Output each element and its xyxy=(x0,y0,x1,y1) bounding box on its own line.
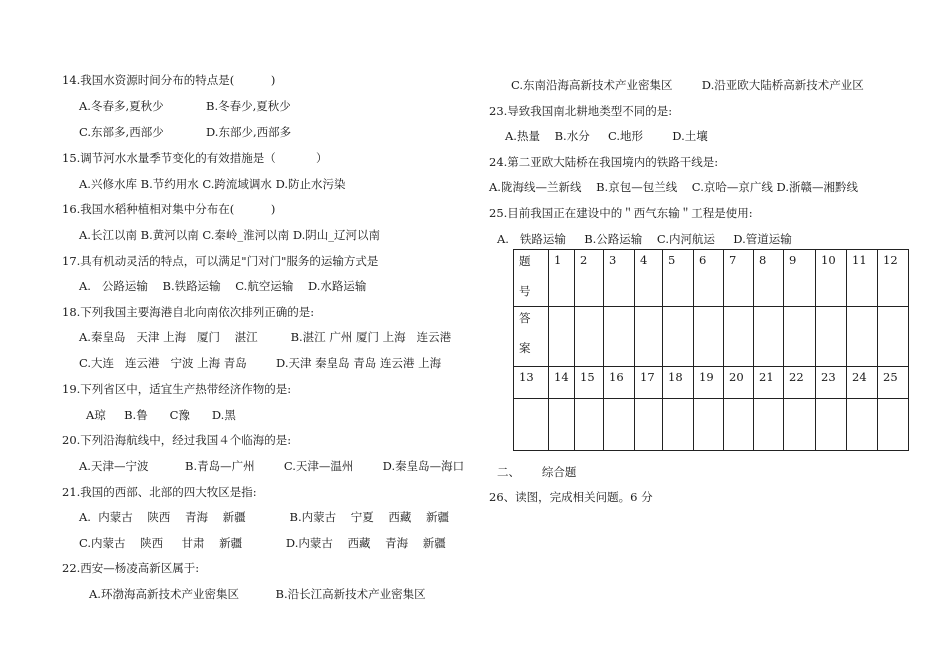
answer-cell xyxy=(514,307,549,367)
cell-text: 20 xyxy=(729,370,744,384)
table-cell xyxy=(604,367,635,399)
cell-text xyxy=(724,307,753,310)
answer-cell[interactable] xyxy=(816,307,847,367)
question-line: 18.下列我国主要海港自北向南依次排列正确的是: xyxy=(62,305,315,319)
table-cell xyxy=(575,367,604,399)
table-cell xyxy=(784,367,816,399)
cell-text xyxy=(694,307,723,310)
question-line: A.长江以南 B.黄河以南 C.秦岭_淮河以南 D.阴山_辽河以南 xyxy=(79,228,381,242)
answer-cell[interactable] xyxy=(754,307,784,367)
cell-text: 题 号 xyxy=(519,254,531,298)
table-cell xyxy=(604,250,635,307)
cell-text: 4 xyxy=(640,253,648,267)
section-line: 26、读图，完成相关问题。6 分 xyxy=(489,490,653,504)
table-cell xyxy=(724,250,754,307)
cell-text xyxy=(784,399,815,402)
answer-cell[interactable] xyxy=(663,399,694,451)
answer-cell[interactable] xyxy=(694,307,724,367)
table-row xyxy=(514,399,909,451)
cell-text xyxy=(604,307,634,310)
cell-text xyxy=(575,307,603,310)
cell-text: 23 xyxy=(821,370,836,384)
cell-text xyxy=(575,399,603,402)
question-line: 14.我国水资源时间分布的特点是( ) xyxy=(62,73,276,87)
table-cell xyxy=(549,250,575,307)
cell-text: 16 xyxy=(609,370,624,384)
question-line: 20.下列沿海航线中，经过我国４个临海的是: xyxy=(62,433,292,447)
cell-text xyxy=(784,307,815,310)
table-cell xyxy=(694,367,724,399)
cell-text: 9 xyxy=(789,253,797,267)
cell-text: 3 xyxy=(609,253,617,267)
answer-cell[interactable] xyxy=(724,399,754,451)
cell-text: 7 xyxy=(729,253,737,267)
question-line: A.天津—宁波 B.青岛—广州 C.天津—温州 D.秦皇岛—海口 xyxy=(79,459,465,473)
question-line: 17.具有机动灵活的特点，可以满足"门对门"服务的运输方式是 xyxy=(62,254,379,268)
answer-cell[interactable] xyxy=(604,307,635,367)
answer-cell[interactable] xyxy=(847,307,878,367)
cell-text xyxy=(724,399,753,402)
answer-cell[interactable] xyxy=(549,307,575,367)
answer-cell[interactable] xyxy=(549,399,575,451)
table-cell xyxy=(663,367,694,399)
table-cell xyxy=(754,367,784,399)
table-row xyxy=(514,250,909,307)
table-cell xyxy=(847,250,878,307)
cell-text: 21 xyxy=(759,370,774,384)
cell-text xyxy=(754,399,783,402)
table-cell xyxy=(754,250,784,307)
question-line: 23.导致我国南北耕地类型不同的是: xyxy=(489,104,673,118)
question-line: A. 公路运输 B.铁路运输 C.航空运输 D.水路运输 xyxy=(79,279,367,293)
question-line: A.陇海线—兰新线 B.京包—包兰线 C.京哈—京广线 D.浙赣—湘黔线 xyxy=(489,180,858,194)
question-line: 15.调节河水水量季节变化的有效措施是（ ） xyxy=(62,151,328,165)
table-cell xyxy=(575,250,604,307)
section-line: 二、 综合题 xyxy=(497,465,577,479)
cell-text xyxy=(514,399,548,402)
cell-text: 13 xyxy=(519,370,534,384)
answer-cell[interactable] xyxy=(575,307,604,367)
cell-text xyxy=(878,399,908,402)
cell-text: 15 xyxy=(580,370,595,384)
table-cell xyxy=(847,367,878,399)
cell-text xyxy=(635,307,662,310)
cell-text xyxy=(878,307,908,310)
cell-text: 24 xyxy=(852,370,867,384)
question-line: A琼 B.鲁 C豫 D.黑 xyxy=(86,408,236,422)
cell-text: 12 xyxy=(883,253,898,267)
question-line: A. 铁路运输 B.公路运输 C.内河航运 D.管道运输 xyxy=(497,232,792,246)
answer-cell[interactable] xyxy=(847,399,878,451)
cell-text: 17 xyxy=(640,370,655,384)
question-line: A.冬春多,夏秋少 xyxy=(79,99,164,113)
cell-text xyxy=(816,399,846,402)
answer-cell[interactable] xyxy=(514,399,549,451)
table-cell xyxy=(514,367,549,399)
answer-cell[interactable] xyxy=(635,307,663,367)
answer-cell[interactable] xyxy=(878,307,909,367)
answer-table xyxy=(513,249,909,451)
table-cell xyxy=(663,250,694,307)
cell-text xyxy=(663,399,693,402)
table-row xyxy=(514,367,909,399)
answer-cell[interactable] xyxy=(816,399,847,451)
cell-text xyxy=(754,307,783,310)
table-cell xyxy=(878,367,909,399)
question-line: 21.我国的西部、北部的四大牧区是指: xyxy=(62,485,257,499)
question-line: A.秦皇岛 天津 上海 厦门 湛江 B.湛江 广州 厦门 上海 连云港 xyxy=(79,330,452,344)
cell-text xyxy=(816,307,846,310)
question-line: 19.下列省区中，适宜生产热带经济作物的是: xyxy=(62,382,292,396)
table-cell xyxy=(694,250,724,307)
question-line: C.东部多,西部少 xyxy=(79,125,164,139)
question-line: D.东部少,西部多 xyxy=(206,125,292,139)
cell-text xyxy=(847,399,877,402)
answer-cell[interactable] xyxy=(575,399,604,451)
question-line: 24.第二亚欧大陆桥在我国境内的铁路干线是: xyxy=(489,155,719,169)
answer-cell[interactable] xyxy=(784,307,816,367)
table-cell xyxy=(816,367,847,399)
cell-text xyxy=(549,307,574,310)
cell-text xyxy=(549,399,574,402)
table-cell xyxy=(635,367,663,399)
question-line: C.内蒙古 陕西 甘肃 新疆 D.内蒙古 西藏 青海 新疆 xyxy=(79,536,446,550)
answer-cell[interactable] xyxy=(724,307,754,367)
question-line: 16.我国水稻种植相对集中分布在( ) xyxy=(62,202,276,216)
answer-cell[interactable] xyxy=(663,307,694,367)
cell-text: 2 xyxy=(580,253,588,267)
table-cell xyxy=(816,250,847,307)
answer-cell[interactable] xyxy=(878,399,909,451)
answer-cell[interactable] xyxy=(635,399,663,451)
cell-text: 答 案 xyxy=(519,311,531,355)
cell-text xyxy=(604,399,634,402)
table-cell xyxy=(784,250,816,307)
question-line: A.热量 B.水分 C.地形 D.土壤 xyxy=(505,129,708,143)
cell-text: 10 xyxy=(821,253,836,267)
table-cell xyxy=(549,367,575,399)
cell-text xyxy=(847,307,877,310)
question-line: A.环渤海高新技术产业密集区 B.沿长江高新技术产业密集区 xyxy=(89,587,426,601)
cell-text xyxy=(663,307,693,310)
table-cell xyxy=(514,250,549,307)
cell-text: 6 xyxy=(699,253,707,267)
cell-text xyxy=(635,399,662,402)
answer-cell[interactable] xyxy=(754,399,784,451)
answer-cell[interactable] xyxy=(784,399,816,451)
table-row xyxy=(514,307,909,367)
question-line: C.大连 连云港 宁波 上海 青岛 D.天津 秦皇岛 青岛 连云港 上海 xyxy=(79,356,442,370)
cell-text: 22 xyxy=(789,370,804,384)
question-line: C.东南沿海高新技术产业密集区 D.沿亚欧大陆桥高新技术产业区 xyxy=(511,78,864,92)
table-cell xyxy=(635,250,663,307)
cell-text: 8 xyxy=(759,253,767,267)
question-line: B.冬春少,夏秋少 xyxy=(206,99,291,113)
answer-cell[interactable] xyxy=(604,399,635,451)
question-line: A. 内蒙古 陕西 青海 新疆 B.内蒙古 宁夏 西藏 新疆 xyxy=(79,510,449,524)
question-line: 22.西安—杨凌高新区属于: xyxy=(62,561,200,575)
cell-text: 5 xyxy=(668,253,676,267)
question-line: 25.目前我国正在建设中的＂西气东输＂工程是使用: xyxy=(489,206,753,220)
cell-text: 14 xyxy=(554,370,569,384)
cell-text: 19 xyxy=(699,370,714,384)
table-cell xyxy=(878,250,909,307)
cell-text xyxy=(694,399,723,402)
cell-text: 25 xyxy=(883,370,898,384)
answer-cell[interactable] xyxy=(694,399,724,451)
cell-text: 1 xyxy=(554,253,562,267)
cell-text: 18 xyxy=(668,370,683,384)
cell-text: 11 xyxy=(852,253,867,267)
table-cell xyxy=(724,367,754,399)
question-line: A.兴修水库 B.节约用水 C.跨流域调水 D.防止水污染 xyxy=(79,177,346,191)
